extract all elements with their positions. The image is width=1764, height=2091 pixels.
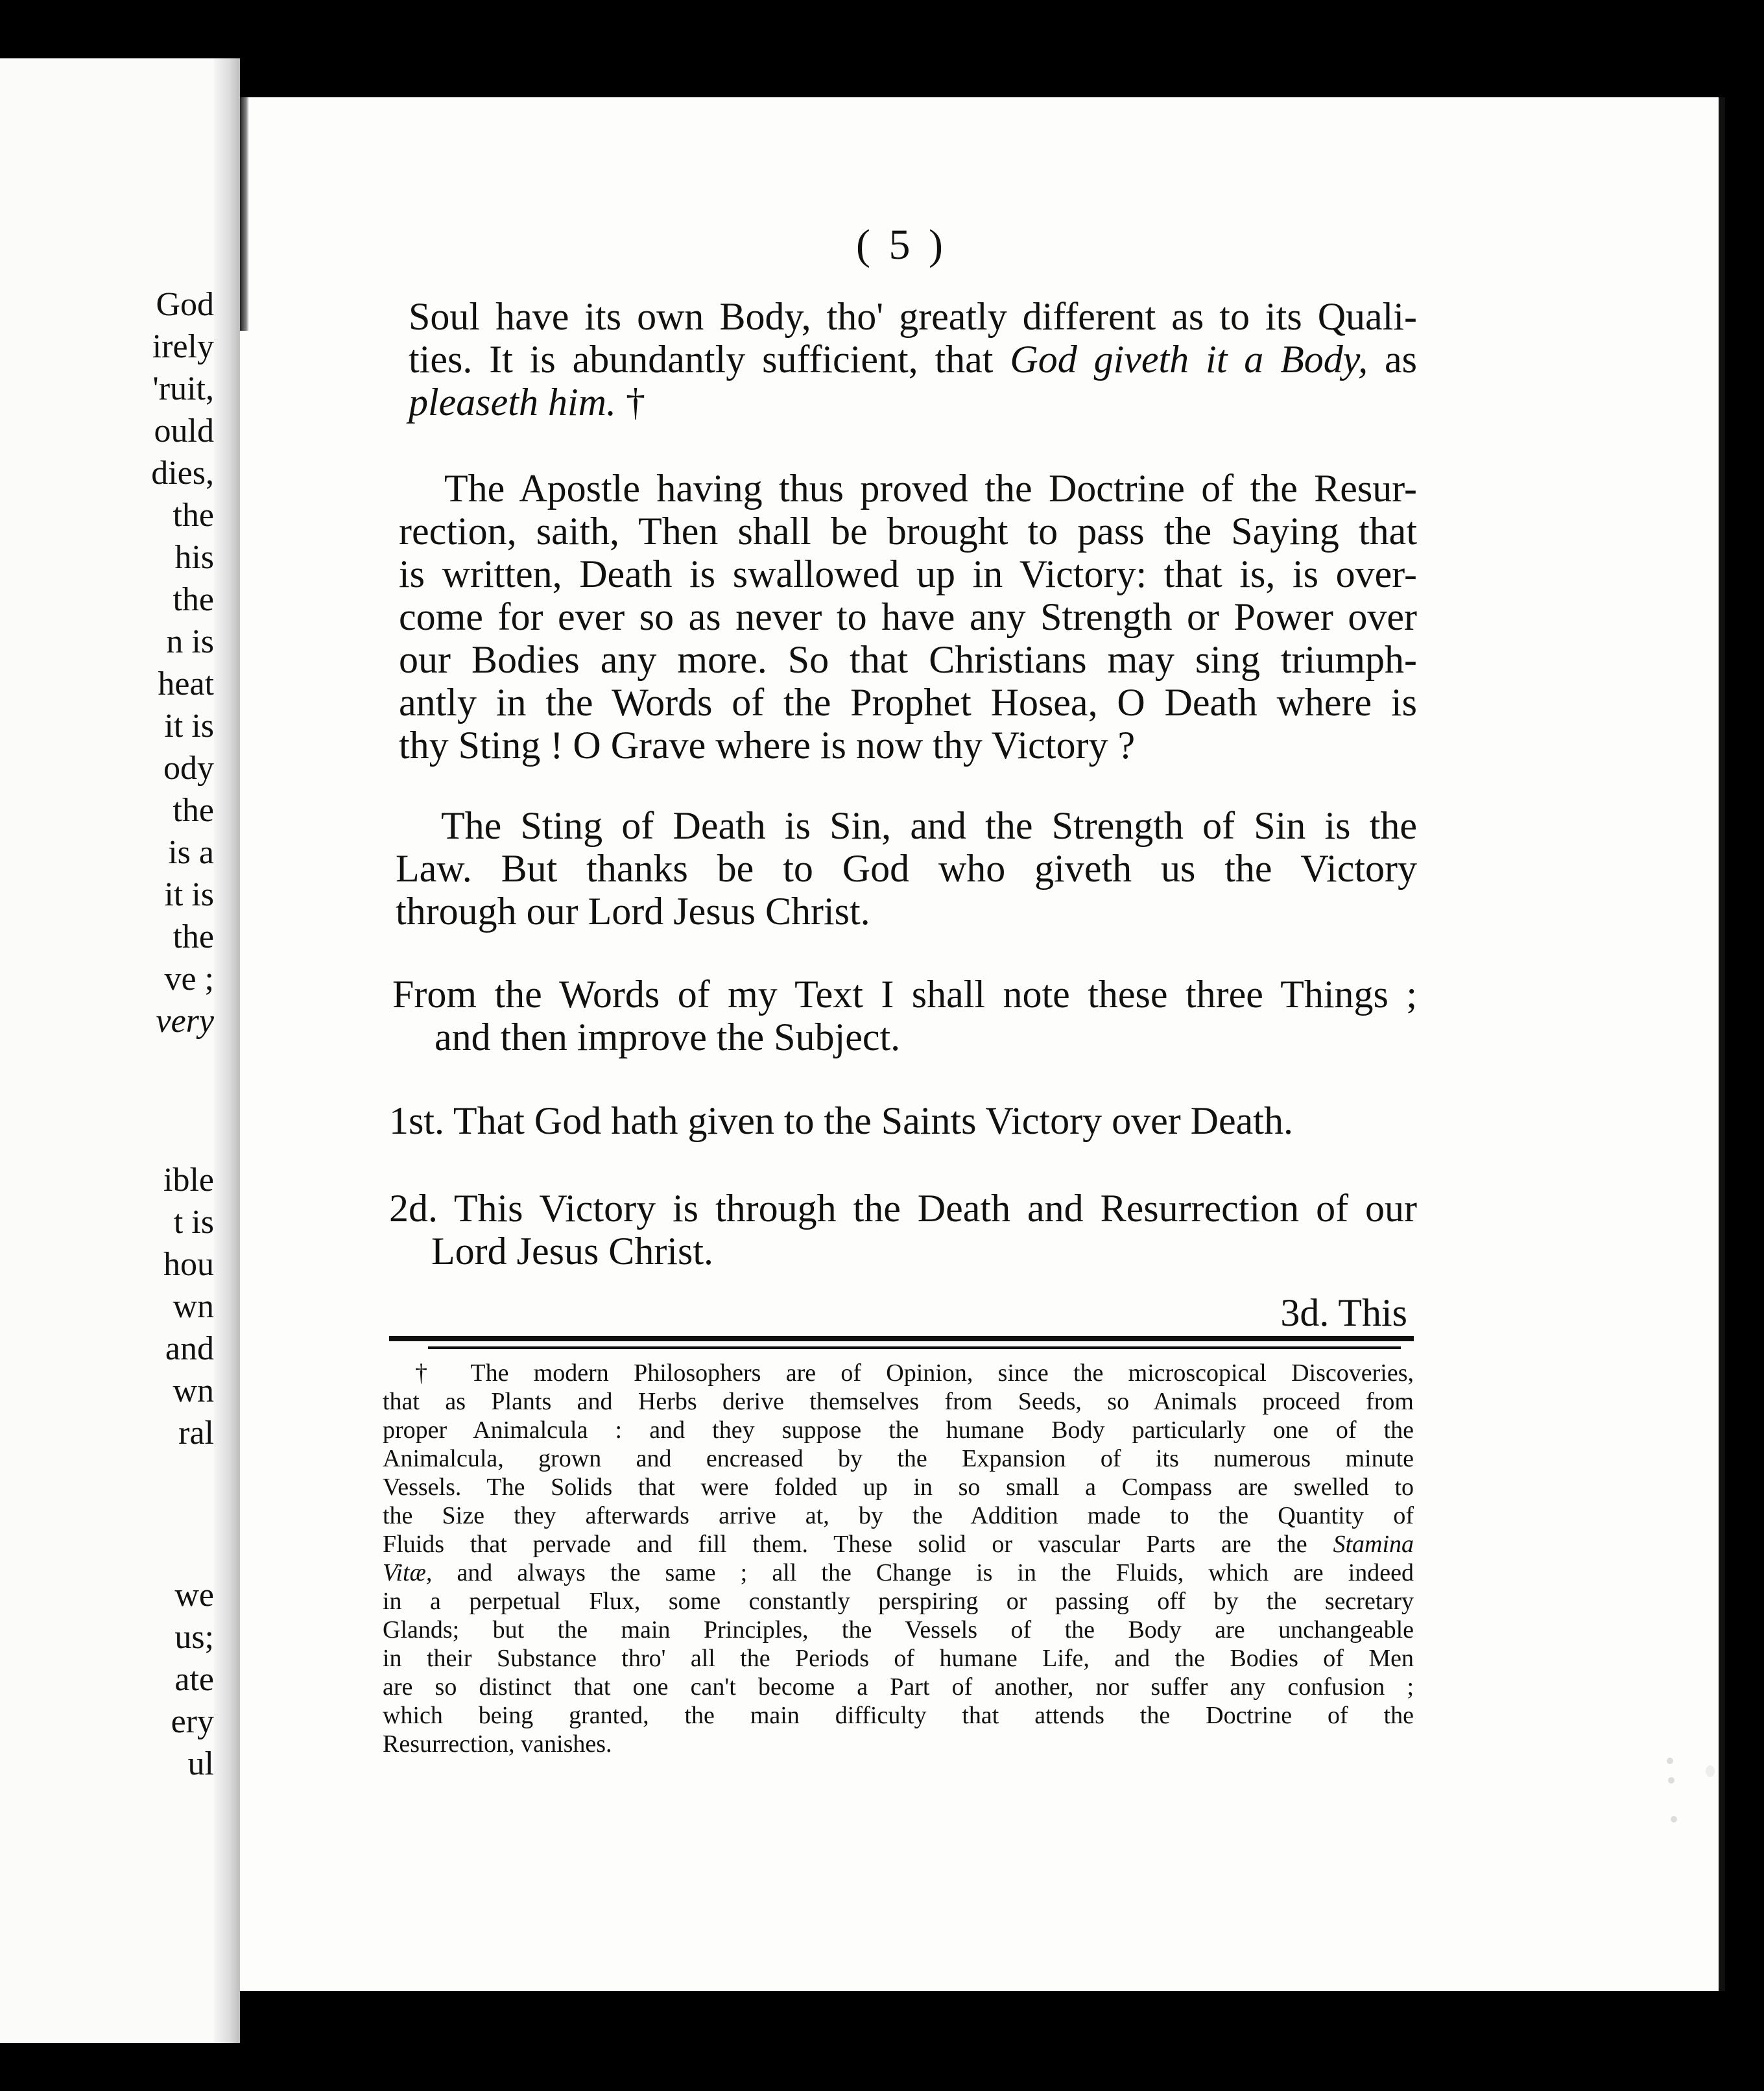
left-page-line: ul	[187, 1745, 214, 1782]
footnote-line: in their Substance thro' all the Periods of humane Life, and the Bodies of Men	[383, 1645, 1414, 1672]
dust-speck	[1667, 1758, 1673, 1764]
catchword: 3d. This	[1280, 1291, 1407, 1334]
left-page-line: hou	[163, 1246, 214, 1283]
text-line	[409, 381, 1417, 424]
left-facing-page	[0, 58, 214, 2043]
left-page-line: heat	[158, 665, 214, 702]
footnote-line: Glands; but the main Principles, the Vessels of the Body are unchangeable	[383, 1616, 1414, 1643]
text-span: and always the same ; all the Change is in the Fluids, which are indeed	[432, 1559, 1414, 1586]
left-page-line: the	[173, 918, 214, 955]
left-page-line: his	[174, 539, 214, 576]
footnote-rule	[389, 1336, 1414, 1341]
left-page-line: ral	[178, 1415, 214, 1452]
footnote-line: that as Plants and Herbs derive themselves from Seeds, so Animals proceed from	[383, 1388, 1414, 1415]
text-line: Soul have its own Body, tho' greatly different as to its Quali-	[409, 295, 1417, 338]
text-line: antly in the Words of the Prophet Hosea, O Death where is	[399, 681, 1417, 724]
paragraph-continuation	[409, 295, 1417, 424]
paragraph-apostle	[399, 467, 1417, 767]
dust-speck	[1706, 1765, 1715, 1777]
text-span: as	[1368, 338, 1418, 381]
text-line: rection, saith, Then shall be brought to pass the Saying that	[399, 510, 1417, 553]
footnote-line: proper Animalcula : and they suppose the humane Body particularly one of the	[383, 1416, 1414, 1444]
footnote-line	[383, 1559, 1414, 1587]
text-line: The Sting of Death is Sin, and the Strength of Sin is the	[441, 804, 1417, 847]
left-page-line: ery	[171, 1703, 214, 1740]
book-gutter-shadow	[214, 58, 240, 2043]
point-first	[389, 1099, 1417, 1142]
text-span: Fluids that pervade and fill them. These solid or vascular Parts are the	[383, 1531, 1307, 1558]
left-page-line: it is	[164, 708, 214, 745]
left-page-line: wn	[173, 1288, 214, 1325]
left-page-line: ible	[163, 1162, 214, 1199]
footnote-line: Resurrection, vanishes.	[383, 1730, 612, 1758]
italic-quotation: pleaseth him.	[409, 381, 616, 424]
text-line: thy Sting ! O Grave where is now thy Victory ?	[399, 724, 1136, 767]
left-page-line: t is	[173, 1204, 214, 1241]
left-page-line: dies,	[151, 455, 214, 492]
footnote-line: in a perpetual Flux, some constantly perspiring or passing off by the secretary	[383, 1588, 1414, 1615]
left-page-line: wn	[173, 1372, 214, 1409]
left-page-line: very	[156, 1003, 214, 1040]
left-page-line: n is	[166, 623, 214, 660]
text-line: through our Lord Jesus Christ.	[396, 890, 870, 933]
italic-term: Vitæ,	[383, 1559, 433, 1586]
spine-shadow	[240, 97, 249, 331]
italic-term: Stamina	[1333, 1531, 1414, 1558]
left-page-line: the	[173, 792, 214, 829]
left-page-line: irely	[152, 328, 214, 365]
left-page-line: it is	[164, 876, 214, 913]
paragraph-text-division	[392, 973, 1417, 1058]
footnote-dagger: †	[615, 381, 645, 424]
left-page-line: God	[156, 286, 214, 323]
left-page-line: is a	[168, 834, 214, 871]
left-page-line: the	[173, 581, 214, 618]
italic-quotation: God giveth it a Body,	[1010, 338, 1368, 381]
text-span: ties. It is abundantly sufficient, that	[409, 338, 1010, 381]
page-number: ( 5 )	[856, 221, 947, 269]
footnote-rule-thin	[428, 1346, 1401, 1349]
text-line: 2d. This Victory is through the Death and Resurrection of our	[389, 1187, 1417, 1230]
footnote-line: † The modern Philosophers are of Opinion, since the microscopical Discoveries,	[415, 1359, 1414, 1387]
footnote-line: which being granted, the main difficulty that attends the Doctrine of the	[383, 1702, 1414, 1729]
left-page-line: ate	[174, 1661, 214, 1698]
left-page-line: we	[174, 1577, 214, 1614]
text-line: From the Words of my Text I shall note these three Things ;	[392, 973, 1417, 1016]
text-line: The Apostle having thus proved the Doctrine of the Resur-	[444, 467, 1417, 510]
footnote-line: Vessels. The Solids that were folded up in so small a Compass are swelled to	[383, 1474, 1414, 1501]
left-page-line: ve ;	[164, 961, 214, 998]
left-page-line: ody	[163, 750, 214, 787]
text-line: come for ever so as never to have any Strength or Power over	[399, 595, 1417, 638]
left-page-line: the	[173, 497, 214, 534]
left-page-line: ould	[154, 412, 214, 449]
paragraph-sting-of-death	[396, 804, 1417, 933]
right-page	[240, 97, 1725, 1991]
text-line: our Bodies any more. So that Christians may sing triumph-	[399, 638, 1417, 681]
footnote-line	[383, 1530, 1414, 1559]
text-line: 1st. That God hath given to the Saints Victory over Death.	[389, 1099, 1293, 1142]
scan-dust-specks	[1660, 1751, 1719, 1842]
left-page-line: us;	[174, 1619, 214, 1656]
left-page-line: and	[165, 1330, 214, 1367]
footnote-line: are so distinct that one can't become a Part of another, nor suffer any confusion ;	[383, 1673, 1414, 1701]
footnote	[383, 1359, 1414, 1758]
footnote-line: Animalcula, grown and encreased by the Expansion of its numerous minute	[383, 1445, 1414, 1472]
dust-speck	[1668, 1777, 1675, 1784]
footnote-line: the Size they afterwards arrive at, by the Addition made to the Quantity of	[383, 1502, 1414, 1529]
text-line: and then improve the Subject.	[435, 1016, 901, 1058]
text-line	[409, 338, 1417, 381]
text-line: Law. But thanks be to God who giveth us the Victory	[396, 847, 1417, 890]
dust-speck	[1671, 1816, 1677, 1822]
point-second	[389, 1187, 1417, 1273]
text-line: Lord Jesus Christ.	[431, 1230, 713, 1273]
text-line: is written, Death is swallowed up in Victory: that is, is over-	[399, 553, 1417, 595]
left-page-line: 'ruit,	[152, 370, 214, 407]
